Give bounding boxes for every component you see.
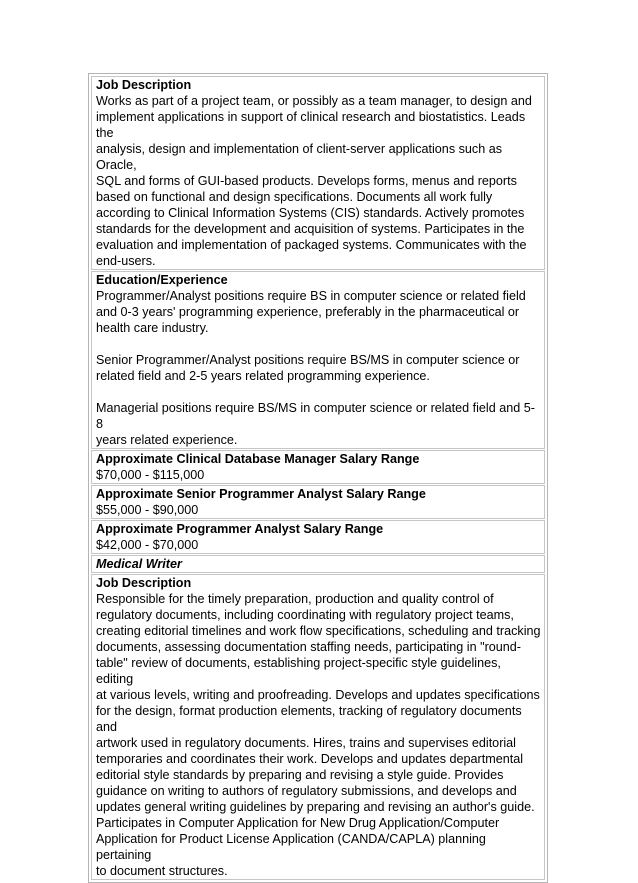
text-line: evaluation and implementation of packaged systems. Communicates with the <box>96 238 527 252</box>
medical-writer-job-heading: Job Description <box>96 576 192 590</box>
paragraph-gap <box>96 384 541 400</box>
salary-cdm-heading: Approximate Clinical Database Manager Salary Range <box>96 452 420 466</box>
text-line: health care industry. <box>96 321 209 335</box>
text-line: updates general writing guidelines by preparing and revising an author's guide. <box>96 800 535 814</box>
medical-writer-job-text <box>96 591 541 879</box>
salary-cdm-value: $70,000 - $115,000 <box>96 468 205 482</box>
text-line: Participates in Computer Application for New Drug Application/Computer <box>96 816 500 830</box>
salary-pa-value: $42,000 - $70,000 <box>96 538 199 552</box>
medical-writer-title: Medical Writer <box>96 557 182 571</box>
text-line: documents, assessing documentation staffing needs, participating in "round- <box>96 640 521 654</box>
text-line: end-users. <box>96 254 156 268</box>
paragraph-gap <box>96 336 541 352</box>
text-line: creating editorial timelines and work flow specifications, scheduling and tracking <box>96 624 541 638</box>
text-line: to document structures. <box>96 864 228 878</box>
education-paragraph-senior <box>96 352 541 384</box>
text-line: for the design, format production elements, tracking of regulatory documents and <box>96 704 522 734</box>
salary-spa-cell <box>91 485 545 519</box>
education-paragraph-managerial <box>96 400 541 448</box>
job-description-text <box>96 93 541 269</box>
education-heading: Education/Experience <box>96 273 228 287</box>
text-line: related field and 2-5 years related programming experience. <box>96 369 430 383</box>
text-line: Works as part of a project team, or possibly as a team manager, to design and <box>96 94 532 108</box>
salary-pa-heading: Approximate Programmer Analyst Salary Range <box>96 522 384 536</box>
text-line: guidance on writing to authors of regulatory submissions, and develops and <box>96 784 517 798</box>
text-line: temporaries and coordinates their work. Develops and updates departmental <box>96 752 524 766</box>
text-line: artwork used in regulatory documents. Hires, trains and supervises editorial <box>96 736 516 750</box>
text-line: and 0-3 years' programming experience, preferably in the pharmaceutical or <box>96 305 520 319</box>
text-line: analysis, design and implementation of client-server applications such as Oracle, <box>96 142 503 172</box>
text-line: Senior Programmer/Analyst positions require BS/MS in computer science or <box>96 353 520 367</box>
text-line: table" review of documents, establishing project-specific style guidelines, editing <box>96 656 501 686</box>
salary-spa-heading: Approximate Senior Programmer Analyst Salary Range <box>96 487 426 501</box>
text-line: SQL and forms of GUI-based products. Develops forms, menus and reports <box>96 174 517 188</box>
text-line: according to Clinical Information Systems (CIS) standards. Actively promotes <box>96 206 525 220</box>
text-line: Responsible for the timely preparation, production and quality control of <box>96 592 494 606</box>
job-info-table <box>88 73 548 883</box>
salary-spa-value: $55,000 - $90,000 <box>96 503 199 517</box>
text-line: years related experience. <box>96 433 238 447</box>
text-line: at various levels, writing and proofreading. Develops and updates specifications <box>96 688 540 702</box>
text-line: regulatory documents, including coordinating with regulatory project teams, <box>96 608 514 622</box>
job-description-cell <box>91 76 545 270</box>
education-experience-cell <box>91 271 545 449</box>
education-paragraph-programmer <box>96 288 541 336</box>
medical-writer-description-cell <box>91 574 545 880</box>
text-line: implement applications in support of clinical research and biostatistics. Leads the <box>96 110 526 140</box>
text-line: based on functional and design specifications. Documents all work fully <box>96 190 493 204</box>
salary-pa-cell <box>91 520 545 554</box>
text-line: Programmer/Analyst positions require BS in computer science or related field <box>96 289 526 303</box>
medical-writer-title-cell <box>91 555 545 573</box>
job-description-heading: Job Description <box>96 78 192 92</box>
text-line: Application for Product License Application (CANDA/CAPLA) planning pertaining <box>96 832 486 862</box>
text-line: Managerial positions require BS/MS in computer science or related field and 5-8 <box>96 401 535 431</box>
text-line: editorial style standards by preparing and revising a style guide. Provides <box>96 768 504 782</box>
text-line: standards for the development and acquisition of systems. Participates in the <box>96 222 525 236</box>
salary-cdm-cell <box>91 450 545 484</box>
